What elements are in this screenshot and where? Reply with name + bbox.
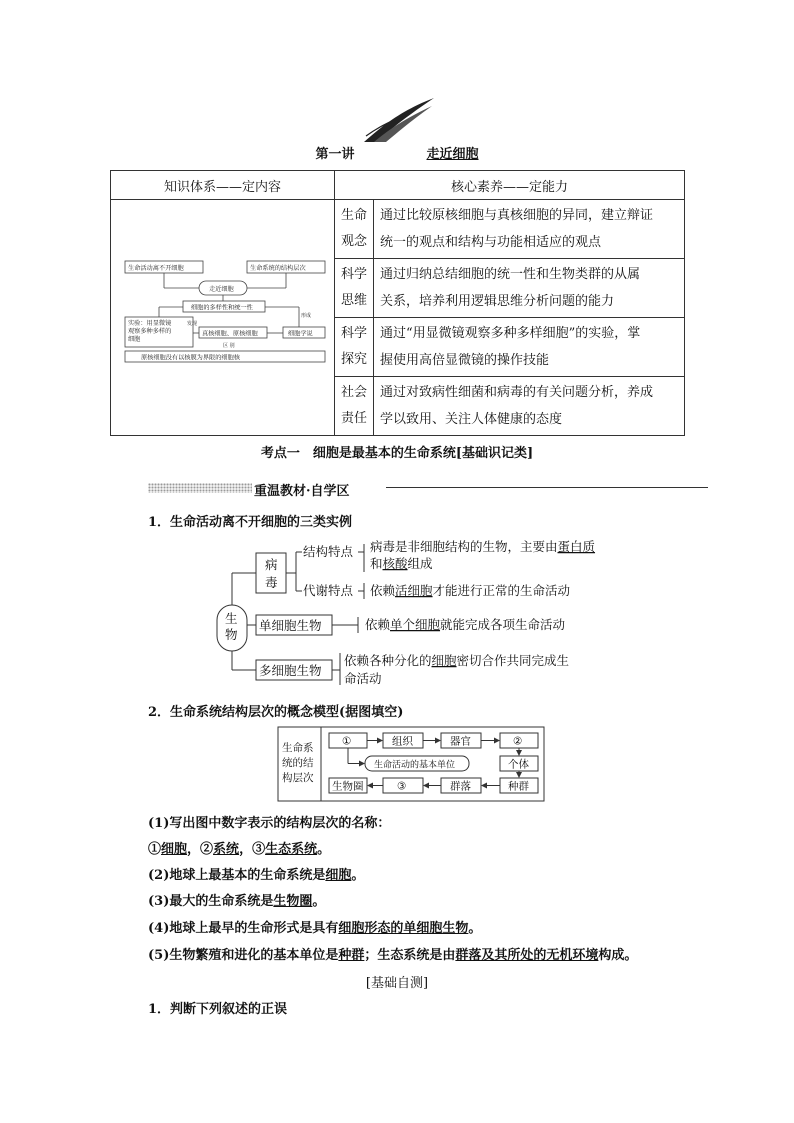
model-blank-3: ③ [397, 780, 407, 793]
tree-uni-desc: 依赖单个细胞就能完成各项生命活动 [365, 617, 566, 632]
tree-virus-2: 毒 [265, 575, 278, 590]
heading-1: 1．生命活动离不开细胞的三类实例 [148, 515, 353, 530]
page-title [0, 143, 794, 162]
desc-life-concept: 通过比较原核细胞与真核细胞的异同，建立辩证 统一的观点和结构与功能相适应的观点 [374, 200, 685, 259]
swoosh-logo [362, 96, 438, 144]
tree-multicellular: 多细胞生物 [259, 663, 322, 678]
map-cell-types: 真核细胞、原核细胞 [202, 330, 258, 337]
section-dots [148, 483, 252, 493]
overview-table [110, 170, 685, 436]
tree-unicellular: 单细胞生物 [259, 618, 322, 633]
model-basic-unit: 生命活动的基本单位 [374, 760, 456, 771]
knowledge-map-cell [111, 200, 335, 436]
model-label-2: 统的结 [282, 757, 314, 769]
knowledge-map [111, 209, 332, 427]
answer-q2: (2)地球上最基本的生命系统是细胞。 [148, 868, 365, 883]
model-blank-2: ② [513, 735, 523, 748]
answer-q1: (1)写出图中数字表示的结构层次的名称： [148, 816, 391, 831]
title-lecture: 第一讲 [315, 147, 355, 162]
map-exp-3: 细胞 [128, 335, 141, 343]
model-population: 种群 [508, 780, 529, 793]
desc-social-responsibility: 通过对致病性细菌和病毒的有关问题分析，养成 学以致用、关注人体健康的态度 [374, 377, 685, 436]
model-biosphere: 生物圈 [332, 780, 364, 793]
map-exp-1: 实验：用显微镜 [128, 319, 172, 327]
tree-struct-desc-1: 病毒是非细胞结构的生物，主要由蛋白质 [370, 539, 596, 554]
model-label-1: 生命系 [282, 742, 314, 754]
tree-root-1: 生 [225, 611, 238, 626]
organism-tree [210, 535, 620, 695]
tree-struct: 结构特点 [303, 544, 354, 559]
section-bar [148, 480, 708, 499]
desc-science-inquiry: 通过“用显微镜观察多种多样细胞”的实验，掌 握使用高倍显微镜的操作技能 [374, 318, 685, 377]
map-difference: 区 别 [223, 342, 235, 349]
answer-q5: (5)生物繁殖和进化的基本单位是种群；生态系统是由群落及其所处的无机环境构成。 [148, 948, 638, 963]
section-label: 重温教材·自学区 [254, 484, 350, 499]
answer-q4: (4)地球上最早的生命形式是具有细胞形态的单细胞生物。 [148, 921, 482, 936]
hierarchy-model [277, 726, 545, 802]
map-life-activity: 生命活动离不开细胞 [128, 264, 184, 272]
answer-q1-fill: ①细胞，②系统，③生态系统。 [148, 842, 331, 857]
model-community: 群落 [450, 780, 471, 793]
tree-root-2: 物 [225, 627, 238, 642]
answer-q3: (3)最大的生命系统是生物圈。 [148, 894, 326, 909]
map-discover: 发现 [187, 320, 198, 327]
map-cell-theory: 细胞学说 [288, 330, 313, 337]
desc-science-thinking: 通过归纳总结细胞的统一性和生物类群的从属 关系，培养利用逻辑思维分析问题的能力 [374, 259, 685, 318]
map-life-system: 生命系统的结构层次 [250, 264, 306, 272]
cat-science-thinking: 科学 思维 [335, 259, 374, 318]
title-topic: 走近细胞 [426, 147, 479, 162]
tree-virus-1: 病 [265, 557, 278, 572]
header-competence: 核心素养——定能力 [335, 171, 685, 200]
model-label-3: 构层次 [282, 772, 314, 784]
tree-multi-desc-2: 命活动 [344, 671, 382, 686]
tree-meta: 代谢特点 [303, 583, 354, 598]
header-knowledge: 知识体系——定内容 [111, 171, 335, 200]
model-blank-1: ① [342, 735, 352, 748]
self-test-heading: [基础自测] [365, 976, 429, 991]
tree-multi-desc-1: 依赖各种分化的细胞密切合作共同完成生 [344, 653, 570, 668]
heading-3: 1．判断下列叙述的正误 [148, 1002, 288, 1017]
model-tissue: 组织 [392, 735, 413, 748]
map-form: 形成 [301, 312, 312, 319]
cat-science-inquiry: 科学 探究 [335, 318, 374, 377]
model-individual: 个体 [508, 758, 529, 771]
heading-2: 2．生命系统结构层次的概念模型(据图填空) [148, 705, 404, 720]
cat-social-responsibility: 社会 责任 [335, 377, 374, 436]
model-organ: 器官 [450, 735, 471, 748]
map-center: 走近细胞 [209, 285, 234, 293]
section-rule [386, 487, 708, 488]
map-prokaryote: 原核细胞没有以核膜为界限的细胞核 [141, 354, 240, 361]
cat-life-concept: 生命 观念 [335, 200, 374, 259]
tree-struct-desc-2: 和核酸组成 [370, 556, 433, 571]
exam-point-heading: 考点一 细胞是最基本的生命系统[基础识记类] [260, 446, 534, 461]
tree-meta-desc: 依赖活细胞才能进行正常的生命活动 [370, 583, 571, 598]
map-diversity: 细胞的多样性和统一性 [191, 304, 253, 311]
map-exp-2: 观察多种多样的 [128, 327, 172, 335]
